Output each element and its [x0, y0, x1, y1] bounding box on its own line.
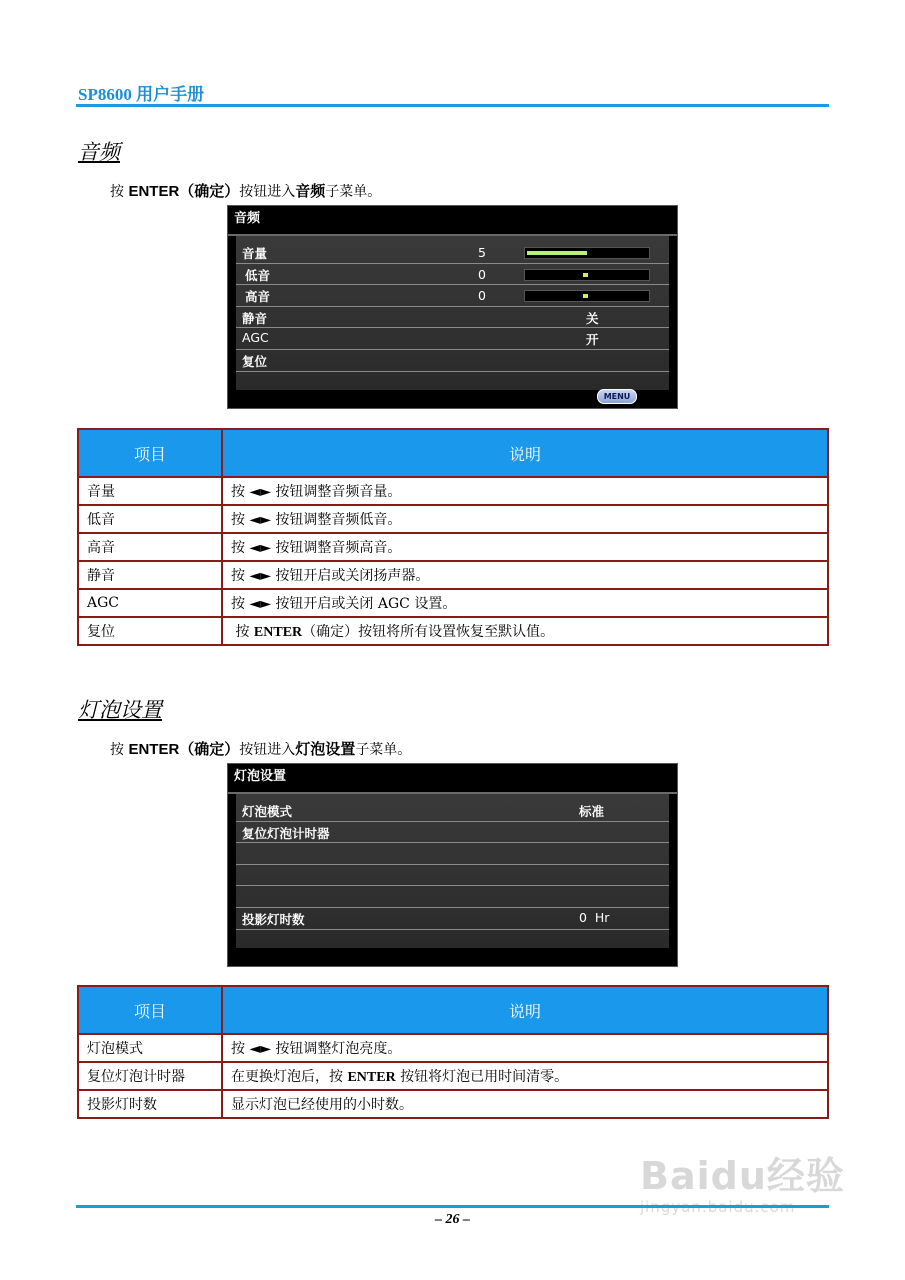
table-cell-item: 高音 — [78, 533, 222, 561]
table-cell-item: 复位 — [78, 617, 222, 645]
table-row — [78, 533, 828, 561]
intro-menu-name: 灯泡设置 — [295, 741, 356, 758]
table-cell-description: 按 ◄► 按钮调整音频低音。 — [222, 505, 828, 533]
intro-prefix: 按 — [110, 742, 129, 758]
osd-body — [236, 236, 669, 390]
desc-enter-key: ENTER — [347, 1070, 396, 1085]
lamp-osd-menu — [227, 763, 678, 967]
desc-suffix: 按钮将灯泡已用时间清零。 — [395, 1069, 569, 1085]
table-row — [78, 617, 828, 645]
manual-header-title: SP8600 用户手册 — [78, 85, 205, 104]
table-cell-item: 复位灯泡计时器 — [78, 1062, 222, 1090]
table-cell-item: AGC — [78, 589, 222, 617]
footer-divider — [76, 1205, 829, 1208]
table-cell-description: 按 ◄► 按钮开启或关闭扬声器。 — [222, 561, 828, 589]
column-header-item: 项目 — [78, 429, 222, 477]
osd-body — [236, 794, 669, 948]
desc-prefix: 在更换灯泡后，按 — [231, 1069, 348, 1085]
table-row — [78, 1090, 828, 1118]
lamp-description-table — [77, 985, 829, 1119]
osd-row-empty — [236, 886, 669, 908]
treble-slider[interactable] — [524, 290, 650, 302]
column-header-item: 项目 — [78, 986, 222, 1034]
osd-row-label: 低音 — [245, 267, 271, 283]
table-row — [78, 477, 828, 505]
table-cell-description — [222, 1062, 828, 1090]
osd-row-number: 0 — [478, 288, 486, 304]
osd-row-bass[interactable] — [236, 264, 669, 286]
header-divider — [76, 104, 829, 107]
intro-menu-name: 音频 — [295, 183, 326, 200]
osd-row-value: 关 — [586, 310, 599, 326]
osd-row-number: 0 — [478, 266, 486, 282]
osd-row-reset[interactable] — [236, 350, 669, 372]
column-header-description: 说明 — [222, 429, 828, 477]
osd-row-label: 复位灯泡计时器 — [242, 825, 330, 841]
volume-slider-fill — [527, 251, 587, 255]
audio-intro-text — [110, 180, 381, 201]
table-cell-item: 投影灯时数 — [78, 1090, 222, 1118]
table-cell-item: 静音 — [78, 561, 222, 589]
lamp-section-title: 灯泡设置 — [78, 698, 162, 722]
osd-title: 音频 — [228, 206, 677, 236]
osd-row-volume[interactable] — [236, 242, 669, 264]
table-cell-description: 按 ◄► 按钮调整音频高音。 — [222, 533, 828, 561]
table-row — [78, 561, 828, 589]
watermark-brand: Baidu经验 — [640, 1154, 845, 1198]
table-cell-item: 音量 — [78, 477, 222, 505]
table-row — [78, 589, 828, 617]
intro-mid: 按钮进入 — [239, 184, 296, 200]
osd-row-label: 高音 — [245, 289, 271, 305]
osd-row-lamp-mode[interactable] — [236, 800, 669, 822]
osd-row-label: 灯泡模式 — [242, 804, 293, 819]
page-number: – 26 – — [435, 1212, 470, 1227]
osd-row-mute[interactable] — [236, 307, 669, 329]
table-cell-description: 显示灯泡已经使用的小时数。 — [222, 1090, 828, 1118]
audio-description-table — [77, 428, 829, 646]
intro-enter-key: ENTER（确定） — [128, 183, 240, 200]
osd-row-value: 开 — [586, 332, 599, 348]
osd-row-value: 标准 — [579, 804, 605, 819]
osd-row-label: AGC — [242, 330, 269, 346]
column-header-description: 说明 — [222, 986, 828, 1034]
intro-suffix: 子菜单。 — [325, 184, 382, 200]
bass-slider-marker — [583, 273, 588, 277]
table-cell-item: 灯泡模式 — [78, 1034, 222, 1062]
table-cell-description: 按 ◄► 按钮调整灯泡亮度。 — [222, 1034, 828, 1062]
bass-slider[interactable] — [524, 269, 650, 281]
lamp-intro-text — [110, 738, 411, 759]
osd-row-empty — [236, 865, 669, 887]
treble-slider-marker — [583, 294, 588, 298]
intro-mid: 按钮进入 — [239, 742, 296, 758]
osd-menu-button[interactable]: MENU — [597, 389, 637, 404]
audio-osd-menu — [227, 205, 678, 409]
audio-section-title: 音频 — [78, 140, 120, 164]
desc-prefix: 按 — [231, 624, 254, 640]
osd-row-number: 5 — [478, 245, 486, 260]
osd-row-label: 复位 — [242, 353, 268, 369]
osd-row-label: 静音 — [242, 310, 268, 326]
table-row — [78, 1034, 828, 1062]
intro-enter-key: ENTER（确定） — [128, 741, 240, 758]
intro-suffix: 子菜单。 — [355, 742, 412, 758]
table-cell-item: 低音 — [78, 505, 222, 533]
desc-enter-key: ENTER — [253, 625, 303, 640]
desc-suffix: （确定）按钮将所有设置恢复至默认值。 — [302, 624, 555, 640]
osd-row-treble[interactable] — [236, 285, 669, 307]
osd-row-value: 0 Hr — [579, 909, 610, 925]
osd-row-empty — [236, 843, 669, 865]
intro-prefix: 按 — [110, 184, 129, 200]
volume-slider[interactable] — [524, 247, 650, 259]
osd-row-lamp-hours — [236, 908, 669, 930]
table-cell-description: 按 ◄► 按钮调整音频音量。 — [222, 477, 828, 505]
osd-row-label: 音量 — [242, 246, 268, 261]
table-cell-description — [222, 617, 828, 645]
osd-row-agc[interactable] — [236, 328, 669, 350]
table-row — [78, 505, 828, 533]
osd-row-label: 投影灯时数 — [242, 911, 305, 927]
table-cell-description: 按 ◄► 按钮开启或关闭 AGC 设置。 — [222, 589, 828, 617]
osd-row-reset-lamp-timer[interactable] — [236, 822, 669, 844]
osd-title: 灯泡设置 — [228, 764, 677, 794]
table-row — [78, 1062, 828, 1090]
